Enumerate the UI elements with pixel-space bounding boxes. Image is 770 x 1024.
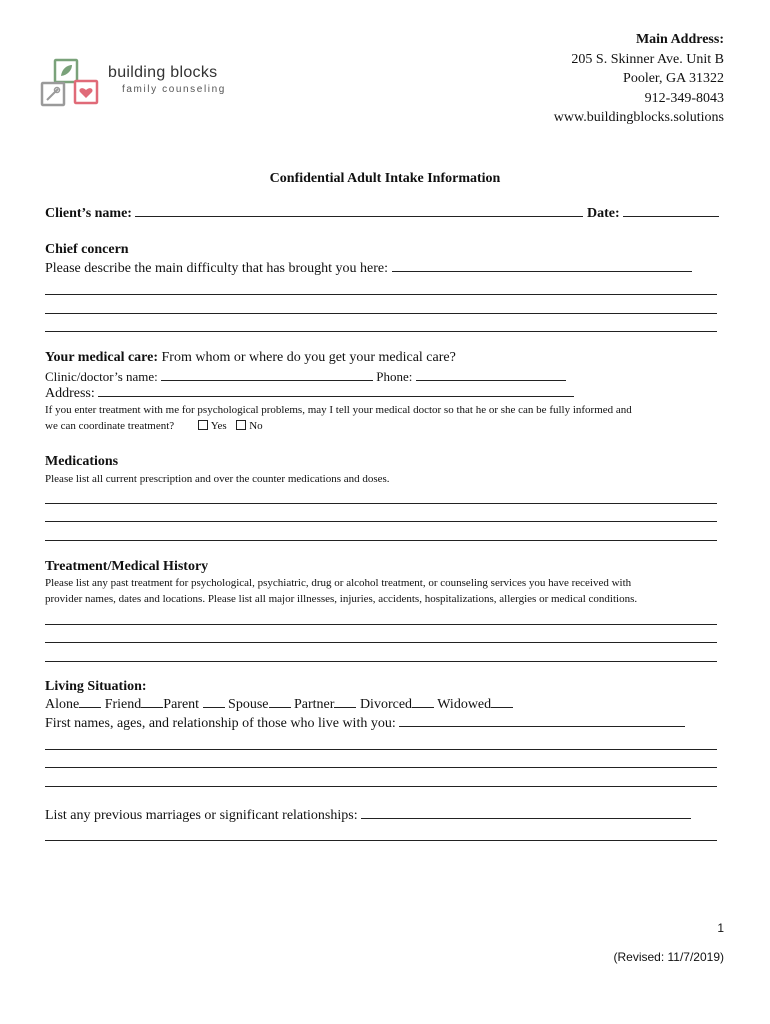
history-line[interactable] — [45, 661, 717, 662]
household-row — [45, 716, 685, 732]
living-partner-blank[interactable] — [334, 706, 356, 708]
living-option-partner: Partner — [294, 697, 335, 712]
marriages-field[interactable] — [361, 817, 691, 819]
household-line[interactable] — [45, 749, 717, 750]
history-prompt-1: Please list any past treatment for psychological, psychiatric, drug or alcohol treatment, or counseling services you have received with — [45, 577, 632, 589]
living-heading: Living Situation: — [45, 679, 147, 694]
chief-concern-line[interactable] — [45, 294, 717, 295]
consent-line-2-row — [45, 420, 263, 432]
no-checkbox[interactable] — [236, 420, 246, 430]
marriages-row — [45, 808, 691, 824]
living-option-spouse: Spouse — [228, 697, 269, 712]
date-field[interactable] — [623, 215, 719, 217]
medications-prompt: Please list all current prescription and over the counter medications and doses. — [45, 473, 390, 485]
marriages-line[interactable] — [45, 840, 717, 841]
history-line[interactable] — [45, 642, 717, 643]
history-heading: Treatment/Medical History — [45, 559, 209, 574]
household-line[interactable] — [45, 767, 717, 768]
medications-line[interactable] — [45, 503, 717, 504]
consent-line-2: we can coordinate treatment? — [45, 420, 175, 432]
marriages-prompt: List any previous marriages or significant relationships: — [45, 808, 358, 823]
living-spouse-blank[interactable] — [269, 706, 291, 708]
consent-line-1: If you enter treatment with me for psychological problems, may I tell your medical doctor so that he or she can be fully informed and — [45, 404, 632, 416]
address-city: Pooler, GA 31322 — [623, 71, 724, 86]
chief-concern-prompt: Please describe the main difficulty that has brought you here: — [45, 261, 389, 276]
living-widowed-blank[interactable] — [491, 706, 513, 708]
logo-name: building blocks — [108, 64, 218, 81]
clinic-field[interactable] — [161, 379, 373, 381]
living-divorced-blank[interactable] — [412, 706, 434, 708]
medical-care-heading: Your medical care: — [45, 350, 159, 365]
living-parent-blank[interactable] — [203, 706, 225, 708]
living-option-divorced: Divorced — [359, 697, 413, 712]
address-heading: Main Address: — [635, 32, 724, 47]
medical-care-question: From whom or where do you get your medical care? — [161, 350, 456, 365]
living-option-alone: Alone — [45, 697, 80, 712]
client-name-row — [45, 206, 719, 222]
living-options-row — [45, 697, 513, 713]
medications-line[interactable] — [45, 521, 717, 522]
household-line[interactable] — [45, 786, 717, 787]
form-title: Confidential Adult Intake Information — [269, 171, 501, 186]
address-phone: 912-349-8043 — [644, 90, 724, 106]
date-label: Date: — [586, 206, 620, 221]
medical-address-field[interactable] — [98, 395, 574, 397]
client-name-field[interactable] — [135, 215, 583, 217]
chief-concern-line[interactable] — [45, 331, 717, 332]
history-line[interactable] — [45, 624, 717, 625]
clinic-row — [45, 369, 566, 385]
clinic-label: Clinic/doctor’s name: — [45, 369, 158, 384]
living-friend-blank[interactable] — [141, 706, 163, 708]
clinic-phone-field[interactable] — [416, 379, 566, 381]
medical-care-row — [45, 350, 456, 366]
client-name-label: Client’s name: — [45, 206, 132, 221]
address-block — [554, 30, 724, 128]
clinic-phone-label: Phone: — [376, 369, 413, 384]
living-option-friend: Friend — [104, 697, 142, 712]
chief-concern-line[interactable] — [45, 313, 717, 314]
logo-tagline: family counseling — [122, 84, 226, 95]
household-field[interactable] — [399, 725, 685, 727]
address-street: 205 S. Skinner Ave. Unit B — [571, 51, 724, 67]
living-option-widowed: Widowed — [437, 697, 492, 712]
chief-concern-prompt-row — [45, 261, 692, 277]
address-web: www.buildingblocks.solutions — [553, 110, 724, 125]
page-number: 1 — [717, 921, 724, 935]
living-option-parent: Parent — [163, 697, 200, 712]
living-alone-blank[interactable] — [79, 706, 101, 708]
medical-address-label: Address: — [45, 386, 95, 401]
history-prompt-2: provider names, dates and locations. Please list all major illnesses, injuries, accidents, hospitalizations, allergies or medical conditions. — [45, 593, 638, 605]
chief-concern-field[interactable] — [392, 270, 692, 272]
yes-checkbox[interactable] — [198, 420, 208, 430]
medical-address-row — [45, 386, 574, 402]
logo-blocks-icon — [38, 58, 102, 108]
chief-concern-heading: Chief concern — [45, 242, 129, 257]
medications-heading: Medications — [45, 454, 119, 469]
household-prompt: First names, ages, and relationship of those who live with you: — [45, 716, 396, 731]
revised-date: (Revised: 11/7/2019) — [613, 950, 724, 964]
yes-label: Yes — [210, 420, 227, 432]
no-label: No — [249, 420, 263, 432]
medications-line[interactable] — [45, 540, 717, 541]
